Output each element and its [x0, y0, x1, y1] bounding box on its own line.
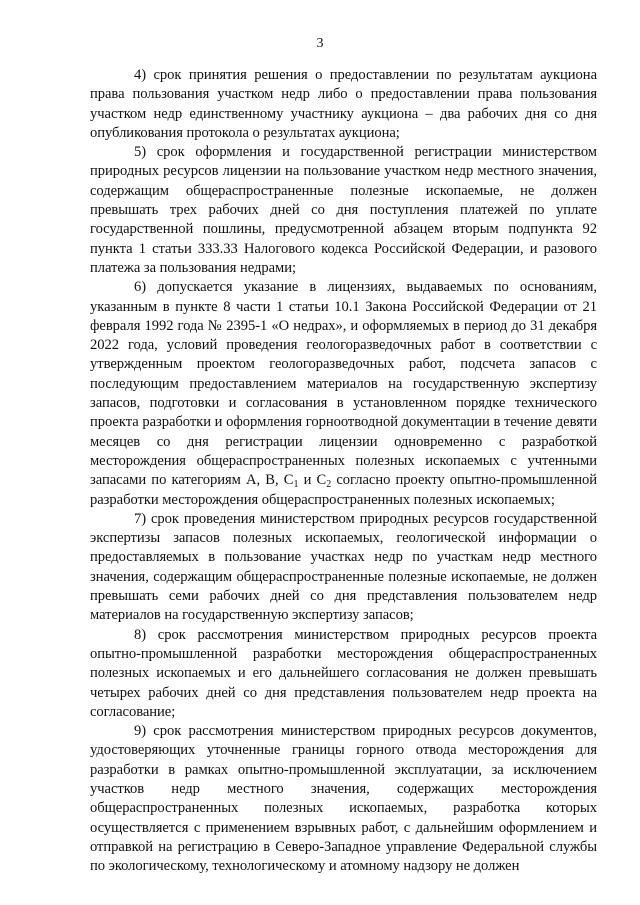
paragraph-item-6: [90, 278, 597, 510]
paragraph-item-8: 8) срок рассмотрения министерством природных ресурсов проекта опытно-промышленной разработки месторождения общераспространенных полезных ископаемых и его дальнейшего согласования не должен превышать четырех рабочих дней со дня представления пользователем недр проекта на согласование;: [90, 626, 597, 720]
paragraph-item-4: 4) срок принятия решения о предоставлении по результатам аукциона права пользования участком недр либо о предоставлении права пользования участком недр единственному участнику аукциона – два рабочих дня со дня опубликования протокола о результатах аукциона;: [90, 67, 597, 141]
page-number: 3: [316, 36, 324, 51]
paragraph-item-5: 5) срок оформления и государственной регистрации министерством природных ресурсов лицензии на пользование участком недр местного значения, содержащим общераспространенные полезные ископаемые, не должен превышать трех рабочих дней со дня поступления платежей по уплате государственной пошлины, предусмотренной абзацем вторым подпункта 92 пункта 1 статьи 333.33 Налогового кодекса Российской Федерации, и разового платежа за пользования недрами;: [90, 144, 597, 276]
subscript-1: 1: [293, 479, 299, 491]
paragraph-item-6-text: согласно проекту опытно-промышленной разработки месторождения общераспространенных полезных ископаемых;: [90, 472, 597, 508]
paragraph-item-7: 7) срок проведения министерством природных ресурсов государственной экспертизы запасов полезных ископаемых, геологической информации о предоставляемых в пользование участках недр по участкам недр местного значения, содержащим общераспространенные полезные ископаемые, не должен превышать семи рабочих дней со дня представления пользователем недр материалов на государственную экспертизу запасов;: [90, 510, 597, 624]
subscript-2: 2: [326, 479, 332, 491]
document-body: [90, 66, 597, 876]
paragraph-item-9: 9) срок рассмотрения министерством природных ресурсов документов, удостоверяющих уточненные границы горного отвода месторождения для разработки в рамках опытно-промышленной эксплуатации, за исключением участков недр местного значения, содержащих месторождения общераспространенных полезных ископаемых, разработка которых осуществляется с применением взрывных работ, с дальнейшим оформлением и отправкой на регистрацию в Северо-Западное управление Федеральной службы по экологическому, технологическому и атомному надзору не должен: [90, 723, 597, 875]
paragraph-item-6-text: и С: [298, 472, 327, 489]
paragraph-item-6-text: 6) допускается указание в лицензиях, выдаваемых по основаниям, указанным в пункте 8 части 1 статьи 10.1 Закона Российской Федерации от 21 февраля 1992 года № 2395-1 «О недрах», и оформляемых в период до 31 декабря 2022 года, условий проведения геологоразведочных работ в соответствии с утвержденным проектом геологоразведочных работ, подсчета запасов с последующим предоставлением материалов на государственную экспертизу запасов, подготовки и согласования в установленном порядке технического проекта разработки и оформления горноотводной документации в течение девяти месяцев со дня регистрации лицензии одновременно с разработкой месторождения общераспространенных полезных ископаемых с учтенными запасами по категориям А, В, С: [90, 279, 597, 489]
